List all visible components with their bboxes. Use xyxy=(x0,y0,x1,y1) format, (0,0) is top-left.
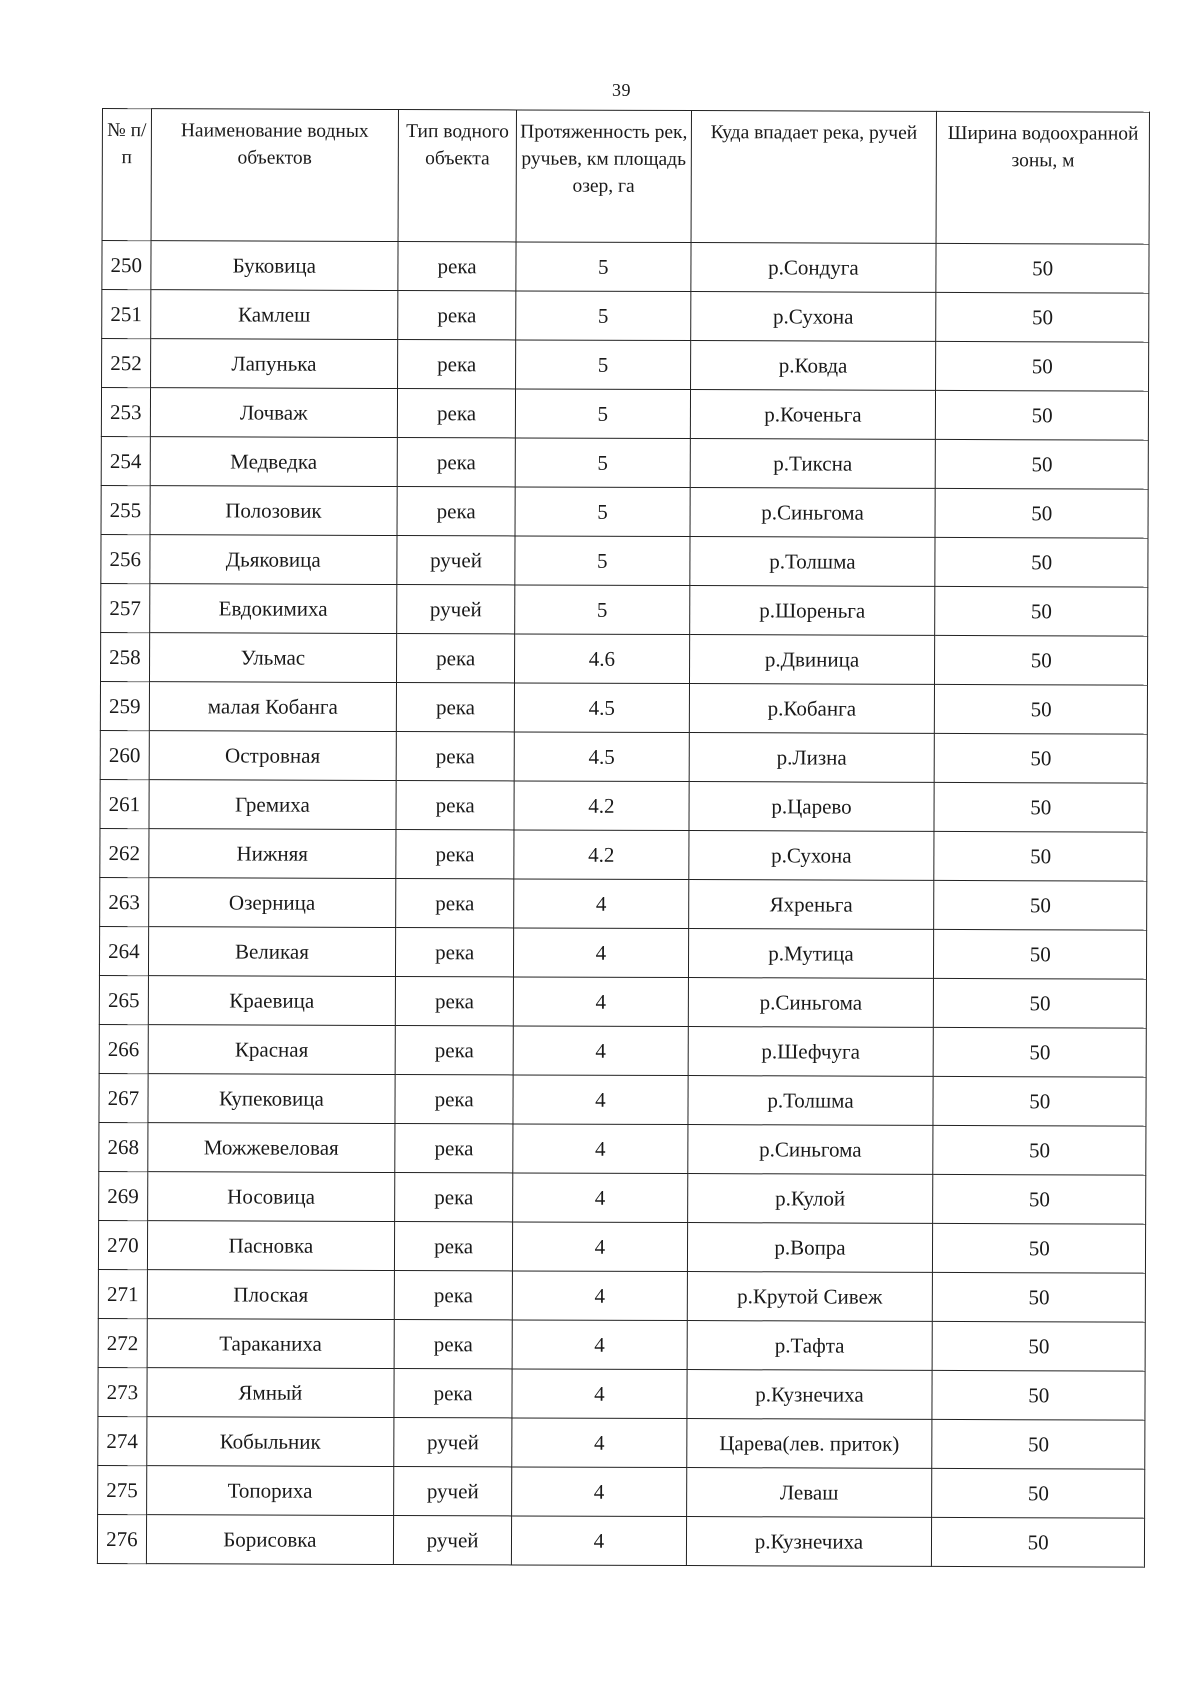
cell-type: река xyxy=(394,1271,512,1320)
cell-type: река xyxy=(398,340,516,389)
cell-type: река xyxy=(394,1320,512,1369)
cell-name: Островная xyxy=(149,731,396,781)
cell-num: 265 xyxy=(99,975,148,1024)
cell-num: 266 xyxy=(99,1024,148,1073)
table-row xyxy=(102,339,1149,392)
cell-width: 50 xyxy=(933,1321,1146,1371)
table-body xyxy=(97,241,1149,1568)
cell-mouth: р.Синьгома xyxy=(688,978,934,1028)
cell-length: 5 xyxy=(515,585,689,635)
table-row xyxy=(100,681,1147,734)
cell-width: 50 xyxy=(934,978,1147,1028)
cell-length: 4 xyxy=(512,1271,686,1321)
cell-length: 5 xyxy=(516,389,690,439)
cell-length: 4 xyxy=(512,1369,686,1419)
cell-mouth: Яхреньга xyxy=(688,880,934,930)
cell-mouth: р.Царево xyxy=(689,782,935,832)
table-row xyxy=(100,730,1147,783)
cell-mouth: Леваш xyxy=(686,1468,932,1518)
cell-width: 50 xyxy=(933,1223,1146,1273)
cell-name: Лочваж xyxy=(150,388,397,438)
table-row xyxy=(99,1171,1146,1224)
cell-name: Купековица xyxy=(148,1074,395,1124)
table-row xyxy=(98,1416,1145,1469)
cell-type: река xyxy=(398,242,516,291)
cell-name: Борисовка xyxy=(146,1515,393,1565)
cell-width: 50 xyxy=(936,390,1149,440)
cell-length: 4.2 xyxy=(514,830,688,880)
cell-length: 4 xyxy=(514,928,688,978)
cell-type: река xyxy=(395,977,513,1026)
cell-num: 276 xyxy=(97,1514,146,1563)
cell-width: 50 xyxy=(935,586,1148,636)
cell-width: 50 xyxy=(933,1174,1146,1224)
cell-type: ручей xyxy=(397,585,515,634)
cell-type: река xyxy=(394,1222,512,1271)
cell-length: 4 xyxy=(513,1026,687,1076)
table-row xyxy=(100,828,1147,881)
header-width: Ширина водоохранной зоны, м xyxy=(936,111,1149,244)
header-num: № п/п xyxy=(102,109,151,241)
cell-mouth: р.Коченьга xyxy=(690,390,936,440)
table-row xyxy=(98,1220,1145,1273)
cell-type: ручей xyxy=(397,536,515,585)
page-number: 39 xyxy=(612,80,631,100)
cell-name: Камлеш xyxy=(150,290,397,340)
cell-width: 50 xyxy=(934,929,1147,979)
cell-num: 253 xyxy=(101,388,150,437)
cell-width: 50 xyxy=(936,341,1149,391)
cell-num: 269 xyxy=(99,1171,148,1220)
cell-width: 50 xyxy=(934,831,1147,881)
cell-num: 274 xyxy=(98,1416,147,1465)
cell-name: Тараканиха xyxy=(147,1319,394,1369)
cell-width: 50 xyxy=(935,733,1148,783)
table-row xyxy=(101,388,1148,441)
cell-mouth: р.Мутица xyxy=(688,929,934,979)
cell-name: Медведка xyxy=(150,437,397,487)
table-row xyxy=(99,1073,1146,1126)
cell-name: Лапунька xyxy=(150,339,397,389)
cell-mouth: р.Крутой Сивеж xyxy=(687,1272,933,1322)
cell-num: 263 xyxy=(100,877,149,926)
cell-type: река xyxy=(396,781,514,830)
cell-name: Озерница xyxy=(148,878,395,928)
cell-width: 50 xyxy=(934,1027,1147,1077)
cell-width: 50 xyxy=(932,1370,1145,1420)
cell-length: 5 xyxy=(516,291,690,341)
table-row xyxy=(98,1465,1145,1518)
cell-name: Ульмас xyxy=(149,633,396,683)
table-row xyxy=(100,632,1147,685)
cell-length: 4 xyxy=(512,1418,686,1468)
cell-mouth: р.Кулой xyxy=(687,1174,933,1224)
cell-width: 50 xyxy=(932,1419,1145,1469)
table-row xyxy=(102,241,1149,294)
cell-type: река xyxy=(397,634,515,683)
cell-name: Дьяковица xyxy=(150,535,397,585)
cell-num: 259 xyxy=(100,681,149,730)
cell-name: Можжевеловая xyxy=(148,1123,395,1173)
cell-width: 50 xyxy=(934,880,1147,930)
table-row xyxy=(101,534,1148,587)
cell-width: 50 xyxy=(932,1468,1145,1518)
cell-type: река xyxy=(396,830,514,879)
header-type: Тип водного объекта xyxy=(398,110,517,242)
cell-length: 4 xyxy=(512,1320,686,1370)
cell-mouth: р.Кузнечиха xyxy=(686,1517,932,1567)
cell-type: река xyxy=(395,1173,513,1222)
cell-mouth: р.Толшма xyxy=(687,1076,933,1126)
cell-num: 271 xyxy=(98,1269,147,1318)
cell-mouth: р.Тафта xyxy=(687,1321,933,1371)
table-row xyxy=(100,779,1147,832)
header-row xyxy=(102,109,1149,245)
table-row xyxy=(100,877,1147,930)
cell-width: 50 xyxy=(936,292,1149,342)
table-row xyxy=(98,1269,1145,1322)
cell-mouth: р.Синьгома xyxy=(690,488,936,538)
cell-num: 272 xyxy=(98,1318,147,1367)
cell-length: 4 xyxy=(513,1075,687,1125)
cell-num: 260 xyxy=(100,730,149,779)
cell-num: 268 xyxy=(99,1122,148,1171)
cell-mouth: р.Лизна xyxy=(689,733,935,783)
cell-num: 275 xyxy=(98,1465,147,1514)
cell-num: 257 xyxy=(101,583,150,632)
cell-type: река xyxy=(395,928,513,977)
table-row xyxy=(98,1367,1145,1420)
cell-type: река xyxy=(398,291,516,340)
cell-type: река xyxy=(396,732,514,781)
cell-name: Ямный xyxy=(147,1368,394,1418)
header-name: Наименование водных объектов xyxy=(151,109,399,242)
cell-num: 256 xyxy=(101,534,150,583)
cell-type: река xyxy=(396,683,514,732)
cell-name: Носовица xyxy=(147,1172,394,1222)
water-objects-table xyxy=(97,108,1150,1568)
cell-width: 50 xyxy=(933,1076,1146,1126)
cell-num: 254 xyxy=(101,436,150,485)
cell-length: 4 xyxy=(513,1124,687,1174)
table-row xyxy=(102,290,1149,343)
cell-length: 5 xyxy=(516,242,690,292)
cell-mouth: р.Синьгома xyxy=(687,1125,933,1175)
cell-type: ручей xyxy=(394,1418,512,1467)
cell-num: 250 xyxy=(102,241,151,290)
cell-mouth: р.Ковда xyxy=(690,341,936,391)
cell-length: 4 xyxy=(514,977,688,1027)
table-header xyxy=(102,109,1149,245)
cell-name: Пасновка xyxy=(147,1221,394,1271)
cell-mouth: р.Сухона xyxy=(688,831,934,881)
cell-name: Буковица xyxy=(151,241,398,291)
cell-num: 255 xyxy=(101,485,150,534)
cell-type: река xyxy=(397,389,515,438)
cell-length: 4 xyxy=(512,1516,686,1566)
cell-type: река xyxy=(396,879,514,928)
cell-name: Красная xyxy=(148,1025,395,1075)
cell-num: 258 xyxy=(100,632,149,681)
cell-width: 50 xyxy=(936,243,1149,293)
table-row xyxy=(98,1318,1145,1371)
cell-width: 50 xyxy=(936,439,1149,489)
cell-length: 4 xyxy=(512,1467,686,1517)
cell-name: Полозовик xyxy=(150,486,397,536)
cell-mouth: р.Тиксна xyxy=(690,439,936,489)
cell-mouth: р.Толшма xyxy=(689,537,935,587)
cell-name: Краевица xyxy=(148,976,395,1026)
table-row xyxy=(99,1122,1146,1175)
table-row xyxy=(97,1514,1144,1567)
cell-length: 5 xyxy=(515,487,689,537)
cell-mouth: р.Сухона xyxy=(690,292,936,342)
cell-length: 4.2 xyxy=(514,781,688,831)
cell-length: 4.5 xyxy=(515,683,689,733)
table-row xyxy=(99,975,1146,1028)
cell-length: 4 xyxy=(513,1222,687,1272)
cell-length: 5 xyxy=(515,438,689,488)
cell-type: река xyxy=(395,1124,513,1173)
cell-mouth: р.Кобанга xyxy=(689,684,935,734)
cell-num: 252 xyxy=(102,339,151,388)
cell-type: река xyxy=(397,438,515,487)
cell-length: 4 xyxy=(513,1173,687,1223)
cell-num: 273 xyxy=(98,1367,147,1416)
cell-width: 50 xyxy=(933,1272,1146,1322)
cell-mouth: р.Кузнечиха xyxy=(686,1370,932,1420)
cell-num: 261 xyxy=(100,779,149,828)
cell-num: 264 xyxy=(99,926,148,975)
cell-type: ручей xyxy=(393,1516,511,1565)
cell-name: малая Кобанга xyxy=(149,682,396,732)
cell-num: 270 xyxy=(98,1220,147,1269)
cell-width: 50 xyxy=(934,782,1147,832)
cell-length: 4.5 xyxy=(514,732,688,782)
table-row xyxy=(101,485,1148,538)
cell-width: 50 xyxy=(935,488,1148,538)
cell-length: 5 xyxy=(516,340,690,390)
table-row xyxy=(99,926,1146,979)
cell-type: река xyxy=(394,1369,512,1418)
cell-name: Плоская xyxy=(147,1270,394,1320)
cell-name: Нижняя xyxy=(149,829,396,879)
cell-name: Топориха xyxy=(146,1466,393,1516)
cell-type: река xyxy=(397,487,515,536)
cell-name: Евдокимиха xyxy=(149,584,396,634)
cell-length: 4.6 xyxy=(515,634,689,684)
cell-width: 50 xyxy=(932,1517,1145,1567)
header-length: Протяженность рек, ручьев, км площадь озер, га xyxy=(516,110,691,243)
cell-mouth: р.Шефчуга xyxy=(688,1027,934,1077)
cell-length: 4 xyxy=(514,879,688,929)
cell-width: 50 xyxy=(933,1125,1146,1175)
cell-num: 262 xyxy=(100,828,149,877)
cell-length: 5 xyxy=(515,536,689,586)
cell-type: река xyxy=(395,1075,513,1124)
cell-mouth: р.Двиница xyxy=(689,635,935,685)
cell-mouth: р.Шореньга xyxy=(689,586,935,636)
header-mouth: Куда впадает река, ручей xyxy=(691,111,937,244)
cell-width: 50 xyxy=(935,684,1148,734)
cell-type: река xyxy=(395,1026,513,1075)
cell-name: Кобыльник xyxy=(146,1417,393,1467)
table-row xyxy=(101,583,1148,636)
cell-mouth: р.Сондуга xyxy=(690,243,936,293)
cell-name: Великая xyxy=(148,927,395,977)
cell-width: 50 xyxy=(935,537,1148,587)
cell-mouth: Царева(лев. приток) xyxy=(686,1419,932,1469)
table-row xyxy=(99,1024,1146,1077)
cell-num: 267 xyxy=(99,1073,148,1122)
cell-name: Гремиха xyxy=(149,780,396,830)
table-row xyxy=(101,436,1148,489)
cell-num: 251 xyxy=(102,290,151,339)
cell-width: 50 xyxy=(935,635,1148,685)
cell-mouth: р.Вопра xyxy=(687,1223,933,1273)
cell-type: ручей xyxy=(394,1467,512,1516)
